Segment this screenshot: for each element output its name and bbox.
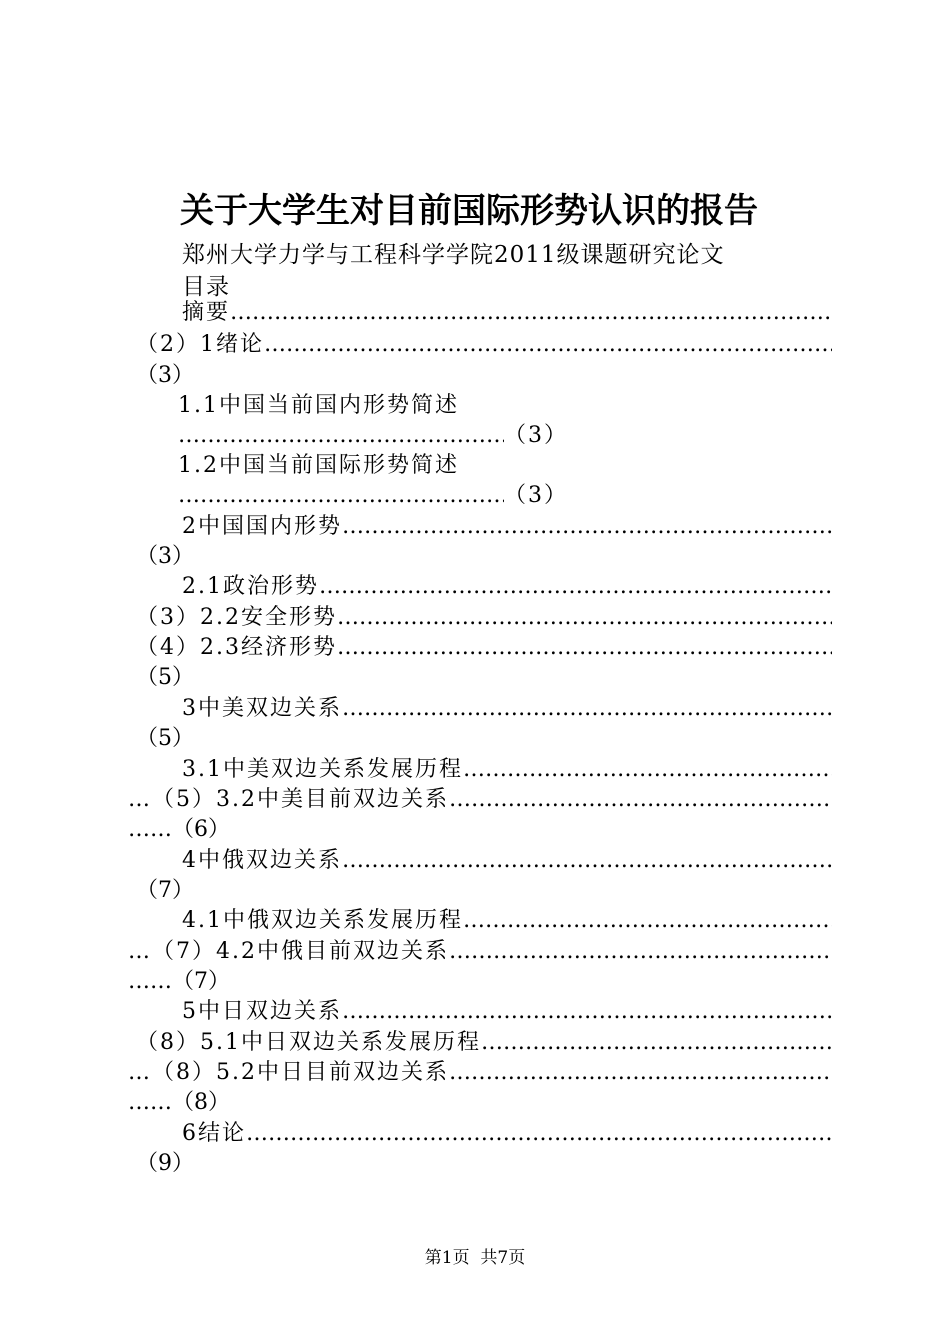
document-title: 关于大学生对目前国际形势认识的报告 bbox=[180, 191, 758, 231]
toc-entry: 4中俄双边关系 bbox=[182, 848, 342, 873]
toc-entry: 4.2中俄目前双边关系 bbox=[216, 939, 449, 964]
toc-page-number: （9） bbox=[136, 1151, 194, 1176]
toc-heading: 目录 bbox=[182, 274, 230, 300]
toc-entry: 摘要 bbox=[182, 300, 231, 325]
toc-entry: 3.2中美目前双边关系 bbox=[216, 787, 449, 812]
page-footer: 第1页 共7页 bbox=[424, 1248, 526, 1268]
toc-line bbox=[136, 603, 832, 633]
toc-line bbox=[182, 694, 832, 724]
toc-line bbox=[178, 481, 568, 511]
toc-page-number: （3） bbox=[504, 423, 568, 448]
toc-leader bbox=[449, 785, 832, 815]
toc-entry: 2.1政治形势 bbox=[182, 574, 319, 599]
toc-page-number: （5） bbox=[136, 665, 194, 690]
toc-entry: 2中国国内形势 bbox=[182, 514, 342, 539]
toc-leader bbox=[230, 298, 832, 328]
toc-page-number: （3） bbox=[136, 544, 194, 569]
toc-line bbox=[182, 846, 832, 876]
toc-entry: 3.1中美双边关系发展历程 bbox=[182, 757, 463, 782]
toc-entry: 6结论 bbox=[182, 1121, 246, 1146]
toc-leader bbox=[264, 330, 832, 360]
toc-leader bbox=[481, 1028, 832, 1058]
document-subtitle: 郑州大学力学与工程科学学院2011级课题研究论文 bbox=[182, 242, 725, 268]
toc-leader bbox=[178, 421, 504, 451]
toc-leader bbox=[178, 481, 504, 511]
toc-page-number: ……（7） bbox=[128, 969, 230, 994]
toc-entry: 3中美双边关系 bbox=[182, 696, 342, 721]
toc-page-number: ……（6） bbox=[128, 817, 230, 842]
toc-leader bbox=[337, 633, 832, 663]
toc-leader bbox=[449, 1058, 832, 1088]
toc-page-number: （3） bbox=[136, 363, 194, 388]
toc-page-number: （3） bbox=[136, 605, 200, 630]
toc-leader bbox=[342, 512, 832, 542]
toc-leader bbox=[319, 572, 832, 602]
toc-entry: 1.1中国当前国内形势简述 bbox=[178, 393, 459, 418]
toc-page-number: （5） bbox=[136, 726, 194, 751]
toc-line bbox=[128, 937, 832, 967]
toc-leader bbox=[463, 906, 832, 936]
toc-entry: 4.1中俄双边关系发展历程 bbox=[182, 908, 463, 933]
toc-page-number: （4） bbox=[136, 635, 200, 660]
toc-line bbox=[178, 421, 568, 451]
toc-line bbox=[182, 572, 832, 602]
toc-line bbox=[182, 906, 832, 936]
toc-line bbox=[136, 330, 832, 360]
toc-page-number: （2） bbox=[136, 332, 200, 357]
toc-leader bbox=[342, 846, 832, 876]
toc-line bbox=[182, 997, 832, 1027]
toc-line bbox=[136, 1028, 832, 1058]
toc-line bbox=[136, 633, 832, 663]
toc-line bbox=[182, 755, 832, 785]
toc-page-number: …（8） bbox=[128, 1060, 216, 1085]
toc-line bbox=[182, 512, 832, 542]
toc-leader bbox=[342, 997, 832, 1027]
toc-leader bbox=[463, 755, 832, 785]
toc-entry: 2.2安全形势 bbox=[200, 605, 337, 630]
toc-line bbox=[128, 785, 832, 815]
toc-entry: 1.2中国当前国际形势简述 bbox=[178, 453, 459, 478]
toc-page-number: （3） bbox=[504, 483, 568, 508]
toc-leader bbox=[246, 1119, 832, 1149]
toc-entry: 5.1中日双边关系发展历程 bbox=[200, 1030, 481, 1055]
toc-leader bbox=[449, 937, 832, 967]
toc-page-number: ……（8） bbox=[128, 1090, 230, 1115]
toc-leader bbox=[342, 694, 832, 724]
toc-page-number: …（5） bbox=[128, 787, 216, 812]
toc-entry: 1绪论 bbox=[200, 332, 264, 357]
toc-page-number: …（7） bbox=[128, 939, 216, 964]
toc-page-number: （7） bbox=[136, 878, 194, 903]
toc-entry: 5.2中日目前双边关系 bbox=[216, 1060, 449, 1085]
toc-entry: 2.3经济形势 bbox=[200, 635, 337, 660]
toc-entry: 5中日双边关系 bbox=[182, 999, 342, 1024]
toc-line bbox=[128, 1058, 832, 1088]
toc-leader bbox=[337, 603, 832, 633]
toc-line bbox=[182, 1119, 832, 1149]
toc-page-number: （8） bbox=[136, 1030, 200, 1055]
toc-line bbox=[182, 298, 832, 328]
